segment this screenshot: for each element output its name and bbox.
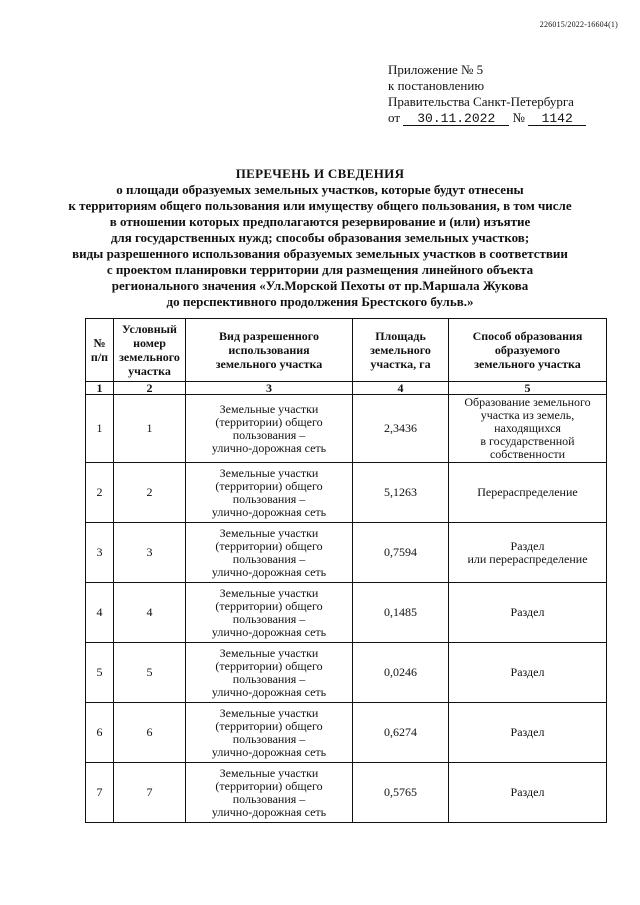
column-number-row [86,382,607,395]
header-area: Площадь земельного участка, га [353,319,449,382]
table-row [86,643,607,703]
title-line: с проектом планировки территории для размещения линейного объекта [106,262,534,277]
document-title [40,166,600,310]
cell-permitted-use: Земельные участки (территории) общего пользования – улично-дорожная сеть [186,395,353,463]
cell-formation-method: Перераспределение [449,463,607,523]
cell-area: 5,1263 [353,463,449,523]
cell-index: 6 [86,703,114,763]
title-line: до перспективного продолжения Брестского бульв.» [166,294,474,309]
appendix-authority: Правительства Санкт-Петербурга [388,94,574,109]
cell-conditional-number: 7 [114,763,186,823]
cell-permitted-use: Земельные участки (территории) общего пользования – улично-дорожная сеть [186,583,353,643]
land-plots-table [85,318,607,823]
cell-index: 3 [86,523,114,583]
cell-permitted-use: Земельные участки (территории) общего пользования – улично-дорожная сеть [186,523,353,583]
cell-area: 0,6274 [353,703,449,763]
column-number: 5 [449,382,607,395]
title-line: в отношении которых предполагаются резервирование и (или) изъятие [109,214,531,229]
table-header-row [86,319,607,382]
table-row [86,395,607,463]
title-line: виды разрешенного использования образуемых земельных участков в соответствии [72,246,568,261]
column-number: 3 [186,382,353,395]
cell-index: 4 [86,583,114,643]
cell-permitted-use: Земельные участки (территории) общего пользования – улично-дорожная сеть [186,763,353,823]
cell-area: 0,1485 [353,583,449,643]
decree-number: 1142 [528,112,586,126]
cell-index: 7 [86,763,114,823]
table-row [86,583,607,643]
cell-index: 5 [86,643,114,703]
title-line: о площади образуемых земельных участков, которые будут отнесены [116,182,524,197]
cell-conditional-number: 3 [114,523,186,583]
header-conditional-number: Условный номер земельного участка [114,319,186,382]
cell-area: 2,3436 [353,395,449,463]
table-row [86,763,607,823]
decree-date: 30.11.2022 [403,112,509,126]
cell-conditional-number: 2 [114,463,186,523]
cell-area: 0,0246 [353,643,449,703]
cell-formation-method: Образование земельного участка из земель, находящихся в государственной собственности [449,395,607,463]
cell-index: 1 [86,395,114,463]
title-line: для государственных нужд; способы образования земельных участков; [110,230,530,245]
cell-conditional-number: 6 [114,703,186,763]
cell-conditional-number: 5 [114,643,186,703]
document-registration-number: 226015/2022-16604(1) [539,20,618,29]
header-formation-method: Способ образования образуемого земельного участка [449,319,607,382]
appendix-title: Приложение № 5 [388,62,484,77]
title-line: к территориям общего пользования или имуществу общего пользования, в том числе [68,198,572,213]
table-row [86,523,607,583]
table-row [86,463,607,523]
from-label: от [388,110,401,125]
cell-formation-method: Раздел [449,643,607,703]
cell-index: 2 [86,463,114,523]
number-label: № [512,110,525,125]
column-number: 2 [114,382,186,395]
table-row [86,703,607,763]
column-number: 4 [353,382,449,395]
column-number: 1 [86,382,114,395]
cell-permitted-use: Земельные участки (территории) общего пользования – улично-дорожная сеть [186,643,353,703]
cell-formation-method: Раздел [449,763,607,823]
header-index: № п/п [86,319,114,382]
cell-permitted-use: Земельные участки (территории) общего пользования – улично-дорожная сеть [186,703,353,763]
cell-formation-method: Раздел [449,703,607,763]
cell-formation-method: Раздел или перераспределение [449,523,607,583]
cell-conditional-number: 4 [114,583,186,643]
header-permitted-use: Вид разрешенного использования земельного участка [186,319,353,382]
appendix-date-line [388,110,618,126]
appendix-block [388,62,618,126]
cell-formation-method: Раздел [449,583,607,643]
title-heading: ПЕРЕЧЕНЬ И СВЕДЕНИЯ [235,166,405,181]
cell-conditional-number: 1 [114,395,186,463]
cell-area: 0,7594 [353,523,449,583]
cell-area: 0,5765 [353,763,449,823]
title-line: регионального значения «Ул.Морской Пехоты от пр.Маршала Жукова [111,278,529,293]
appendix-ref: к постановлению [388,78,485,93]
cell-permitted-use: Земельные участки (территории) общего пользования – улично-дорожная сеть [186,463,353,523]
